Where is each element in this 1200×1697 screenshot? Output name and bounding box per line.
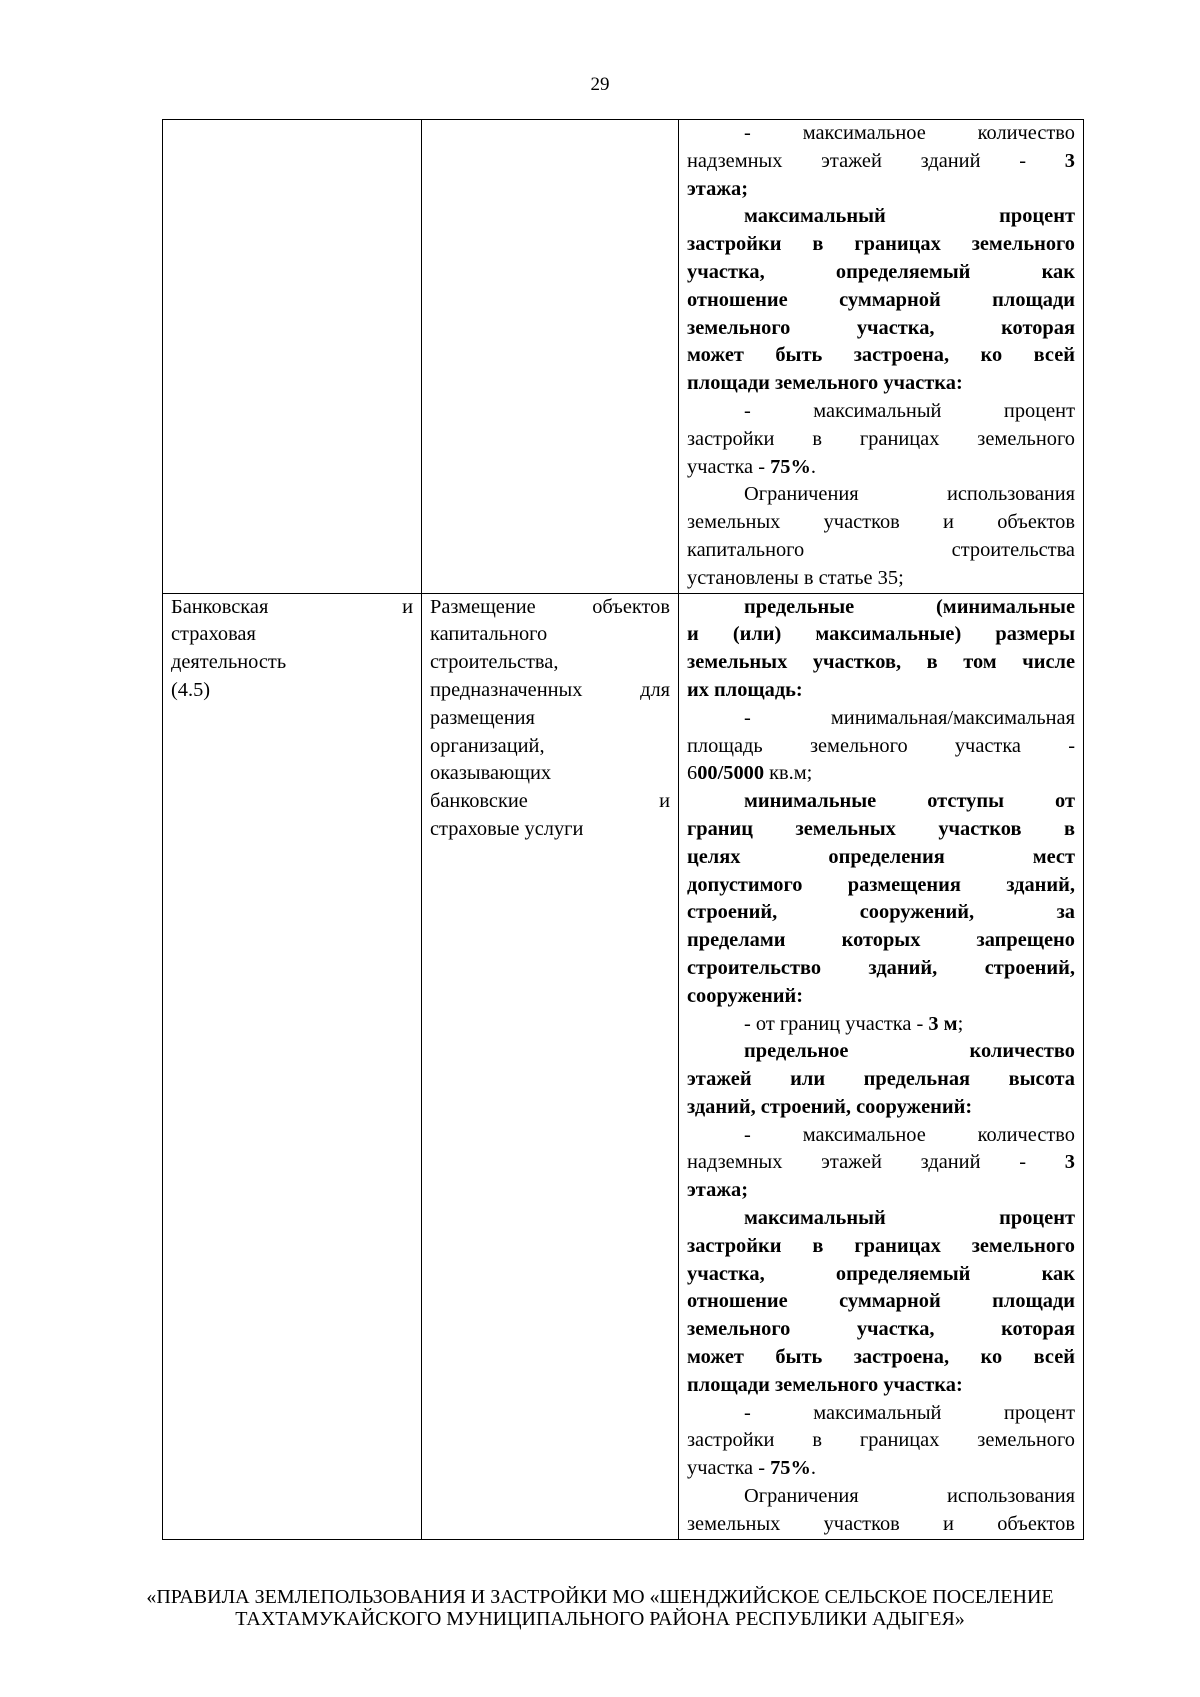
text-line: целях определения мест	[687, 845, 1075, 868]
text-line: максимальный процент	[744, 1207, 1075, 1230]
text-line: максимальный процент	[744, 205, 1075, 228]
text-line: деятельность	[171, 651, 287, 674]
text-line: капитального	[430, 623, 548, 646]
text-line: зданий, строений, сооружений:	[687, 1095, 973, 1118]
text-line: участка, определяемый как	[687, 1262, 1075, 1285]
text-line: пределами которых запрещено	[687, 929, 1075, 952]
text-line: банковские и	[430, 790, 670, 813]
text-line: может быть застроена, ко всей	[687, 1346, 1075, 1369]
page-footer	[0, 1586, 1200, 1630]
text-line: оказывающих	[430, 762, 552, 785]
text-line: - максимальный процент	[744, 399, 1075, 422]
text-line: предназначенных для	[430, 678, 670, 701]
text-line: участка - 75%.	[687, 1457, 816, 1480]
footer-line: ТАХТАМУКАЙСКОГО МУНИЦИПАЛЬНОГО РАЙОНА РЕСПУБЛИКИ АДЫГЕЯ»	[235, 1608, 965, 1630]
text-line: размещения	[430, 706, 535, 729]
text-line: площадь земельного участка -	[687, 734, 1075, 757]
text-line: надземных этажей зданий - 3	[687, 149, 1075, 172]
text-line: отношение суммарной площади	[687, 288, 1075, 311]
text-line: земельных участков и объектов	[687, 1512, 1075, 1535]
table-cell-parameters	[679, 593, 1084, 1539]
text-line: сооружений:	[687, 984, 804, 1007]
text-line: предельное количество	[744, 1040, 1075, 1063]
text-line: участка, определяемый как	[687, 260, 1075, 283]
text-line: (4.5)	[171, 678, 211, 701]
text-line: Ограничения использования	[744, 483, 1075, 506]
text-line: страховая	[171, 623, 256, 646]
text-line: границ земельных участков в	[687, 817, 1075, 840]
table-cell-description	[422, 593, 679, 1539]
table-cell-activity	[163, 593, 422, 1539]
text-line: Ограничения использования	[744, 1485, 1075, 1508]
text-line: и (или) максимальные) размеры	[687, 623, 1075, 646]
text-line: этажа;	[687, 1179, 749, 1202]
text-line: площади земельного участка:	[687, 1373, 963, 1396]
text-line: - от границ участка - 3 м;	[744, 1012, 964, 1035]
table-row	[163, 120, 1084, 594]
text-line: предельные (минимальные	[744, 595, 1075, 618]
text-line: земельного участка, которая	[687, 316, 1075, 339]
text-line: Размещение объектов	[430, 595, 670, 618]
text-line: 600/5000 кв.м;	[687, 762, 813, 785]
text-line: установлены в статье 35;	[687, 566, 904, 589]
text-line: строительство зданий, строений,	[687, 956, 1075, 979]
text-line: может быть застроена, ко всей	[687, 344, 1075, 367]
footer-line: «ПРАВИЛА ЗЕМЛЕПОЛЬЗОВАНИЯ И ЗАСТРОЙКИ МО «ШЕНДЖИЙСКОЕ СЕЛЬСКОЕ ПОСЕЛЕНИЕ	[146, 1586, 1054, 1608]
zoning-table	[162, 119, 1084, 1540]
text-line: этажа;	[687, 177, 749, 200]
text-line: - максимальное количество	[744, 122, 1075, 144]
text-line: Банковская и	[171, 595, 413, 618]
text-line: - максимальное количество	[744, 1123, 1075, 1146]
text-line: земельных участков, в том числе	[687, 651, 1075, 674]
text-line: застройки в границах земельного	[687, 1234, 1075, 1257]
text-line: допустимого размещения зданий,	[687, 873, 1075, 896]
table-cell-empty	[163, 120, 422, 594]
text-line: застройки в границах земельного	[687, 233, 1075, 256]
text-line: строительства,	[430, 651, 559, 674]
table-cell-empty	[422, 120, 679, 594]
text-line: их площадь:	[687, 678, 803, 701]
text-line: площади земельного участка:	[687, 372, 963, 395]
table-cell-parameters	[679, 120, 1084, 594]
text-line: застройки в границах земельного	[687, 427, 1075, 450]
text-line: земельных участков и объектов	[687, 511, 1075, 534]
text-line: организаций,	[430, 734, 545, 757]
page-number: 29	[590, 74, 610, 95]
text-line: этажей или предельная высота	[687, 1068, 1075, 1091]
text-line: застройки в границах земельного	[687, 1429, 1075, 1452]
text-line: минимальные отступы от	[744, 790, 1075, 813]
text-line: участка - 75%.	[687, 455, 816, 478]
table-row	[163, 593, 1084, 1539]
text-line: строений, сооружений, за	[687, 901, 1075, 924]
text-line: отношение суммарной площади	[687, 1290, 1075, 1313]
text-line: земельного участка, которая	[687, 1318, 1075, 1341]
text-line: - максимальный процент	[744, 1401, 1075, 1424]
text-line: капитального строительства	[687, 538, 1075, 561]
text-line: - минимальная/максимальная	[744, 706, 1075, 729]
text-line: страховые услуги	[430, 817, 584, 840]
text-line: надземных этажей зданий - 3	[687, 1151, 1075, 1174]
